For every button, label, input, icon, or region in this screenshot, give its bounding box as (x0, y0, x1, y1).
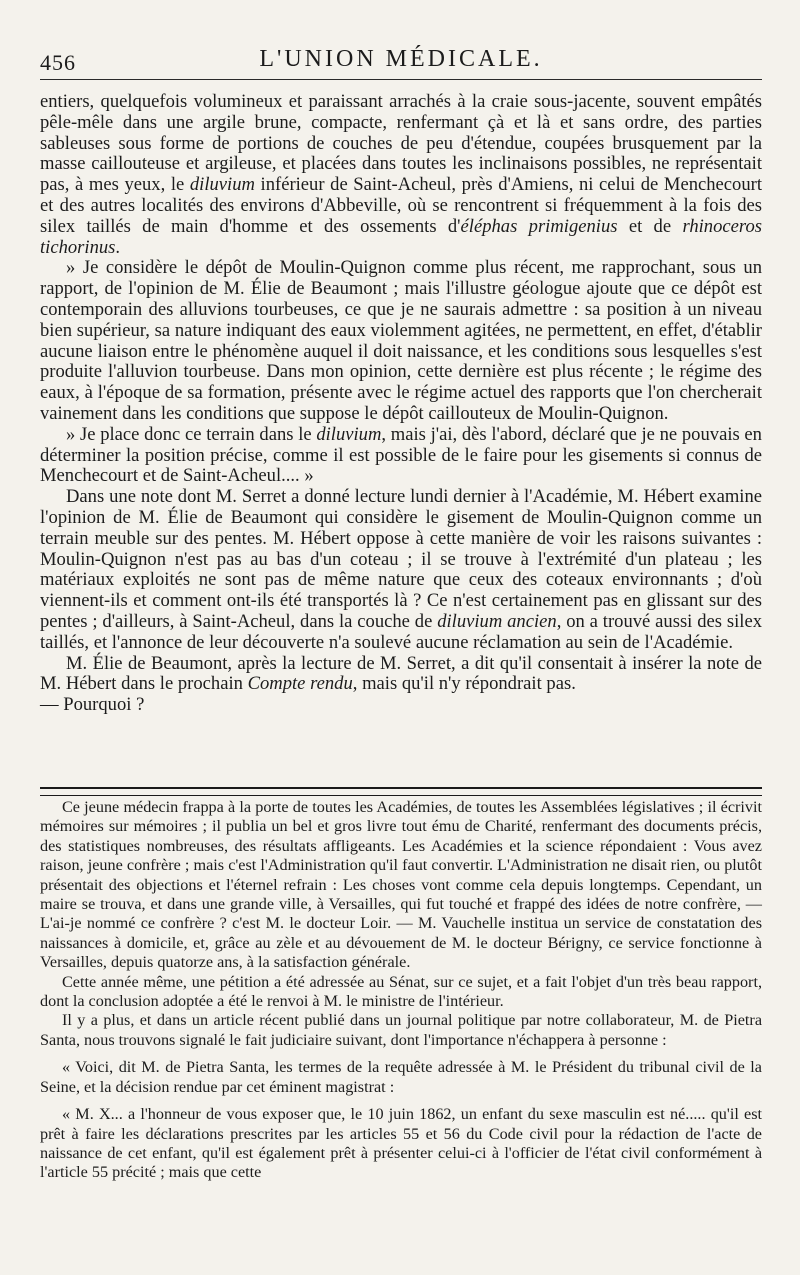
paragraph-3: » Je place donc ce terrain dans le diluvium, mais j'ai, dès l'abord, déclaré que je ne pouvais en déterminer la position précise, comme il est possible de le faire pour les gisements si connus de Menchecourt et de Saint-Acheul.... » (40, 423, 762, 487)
paragraph-4: Dans une note dont M. Serret a donné lecture lundi dernier à l'Académie, M. Hébert examine l'opinion de M. Élie de Beaumont qui considère le gisement de Moulin-Quignon comme un terrain meuble sur des pentes. M. Hébert oppose à cette manière de voir les raisons suivantes : Moulin-Quignon n'est pas au bas d'un coteau ; il se trouve à l'extrémité d'un plateau ; les matériaux exploités ne sont pas de même nature que ceux des coteaux environnants ; d'où viennent-ils et comment ont-ils été transportés là ? Ce n'est certainement pas en glissant sur des pentes ; d'ailleurs, à Saint-Acheul, dans la couche de diluvium ancien, on a trouvé aussi des silex taillés, et l'annonce de leur découverte n'a soulevé aucune réclamation au sein de l'Académie. (40, 486, 762, 653)
paragraph-1: entiers, quelquefois volumineux et paraissant arrachés à la craie sous-jacente, souvent empâtés pêle-mêle dans une argile brune, compacte, renfermant çà et là et sans ordre, des parties sableuses sous forme de portions de couches de peu d'étendue, coupées brusquement par la masse caillouteuse et argileuse, et placées dans toutes les inclinaisons possibles, ne représentait pas, à mes yeux, le diluvium inférieur de Saint-Acheul, près d'Amiens, ni celui de Menchecourt et des autres localités des environs d'Abbeville, où se rencontrent si fréquemment à la fois des silex taillés de main d'homme et des ossements d'éléphas primigenius et de rhinoceros tichorinus. (40, 91, 763, 258)
feuilleton-paragraph-4: « Voici, dit M. de Pietra Santa, les termes de la requête adressée à M. le Président du tribunal civil de la Seine, et la décision rendue par cet éminent magistrat : (40, 1058, 762, 1096)
feuilleton-paragraph-5: « M. X... a l'honneur de vous exposer que, le 10 juin 1862, un enfant du sexe masculin est né..... qu'il est prêt à faire les déclarations prescrites par les articles 55 et 56 du Code civil pour la rédaction de l'acte de naissance de cet enfant, qu'il est également prêt à présenter celui-ci à l'officier de l'état civil conformément à l'article 55 précité ; mais que cette (40, 1105, 762, 1182)
feuilleton-paragraph-1: Ce jeune médecin frappa à la porte de toutes les Académies, de toutes les Assemblées législatives ; il écrivit mémoires sur mémoires ; il publia un bel et gros livre tout ému de Charité, renfermant des documents précis, des statistiques nombreuses, des résultats affligeants. Les Académies et la science répondaient : Vous avez raison, jeune confrère ; mais c'est l'Administration qu'il faut convertir. L'Administration ne disait rien, ou plutôt présentait des objections et l'éternel refrain : Les choses vont comme cela depuis longtemps. Cependant, un maire se trouva, et dans une grande ville, à Versailles, qui fut touché et frappé des idées de notre confrère, — L'ai-je nommé ce confrère ? c'est M. le docteur Loir. — M. Vauchelle institua un service de constatation des naissances à domicile, et, grâce au zèle et au dévouement de M. le docteur Bérigny, ce service fonctionne à Versailles, depuis quatorze ans, à la satisfaction générale. (40, 798, 762, 972)
paragraph-5: M. Élie de Beaumont, après la lecture de M. Serret, a dit qu'il consentait à insérer la note de M. Hébert dans le prochain Compte rendu, mais qu'il n'y répondrait pas. (40, 652, 762, 695)
paragraph-2: » Je considère le dépôt de Moulin-Quignon comme plus récent, me rapprochant, sous un rapport, de l'opinion de M. Élie de Beaumont ; mais l'illustre géologue ajoute que ce dépôt est contemporain des alluvions tourbeuses, ce que je ne saurais admettre : sa position à un niveau bien supérieur, sa nature indiquant des eaux violemment agitées, ne permettent, en effet, d'établir aucune liaison entre le phénomène auquel il doit naissance, et les conditions sous lesquelles s'est produite l'alluvion tourbeuse. Dans mon opinion, cette dernière est plus récente ; le régime des eaux, à l'époque de sa formation, présente avec le régime actuel des rapports que l'on chercherait vainement dans les conditions que suppose le dépôt caillouteux de Moulin-Quignon. (40, 257, 762, 424)
feuilleton-section (40, 798, 762, 1183)
page-number: 456 (40, 50, 76, 75)
feuilleton-paragraph-3: Il y a plus, et dans un article récent publié dans un journal politique par notre collaborateur, M. de Pietra Santa, nous trouvons signalé le fait judiciaire suivant, dont l'importance n'échappera à personne : (40, 1011, 762, 1049)
main-article (40, 92, 762, 716)
feuilleton-paragraph-2: Cette année même, une pétition a été adressée au Sénat, sur ce sujet, et a fait l'objet d'un très beau rapport, dont la conclusion adoptée a été le renvoi à M. le ministre de l'intérieur. (40, 972, 762, 1011)
page-header (40, 0, 762, 78)
running-title: L'UNION MÉDICALE. (259, 46, 543, 72)
paragraph-6: — Pourquoi ? (40, 694, 145, 716)
header-rule (40, 79, 762, 80)
section-divider (40, 787, 762, 796)
